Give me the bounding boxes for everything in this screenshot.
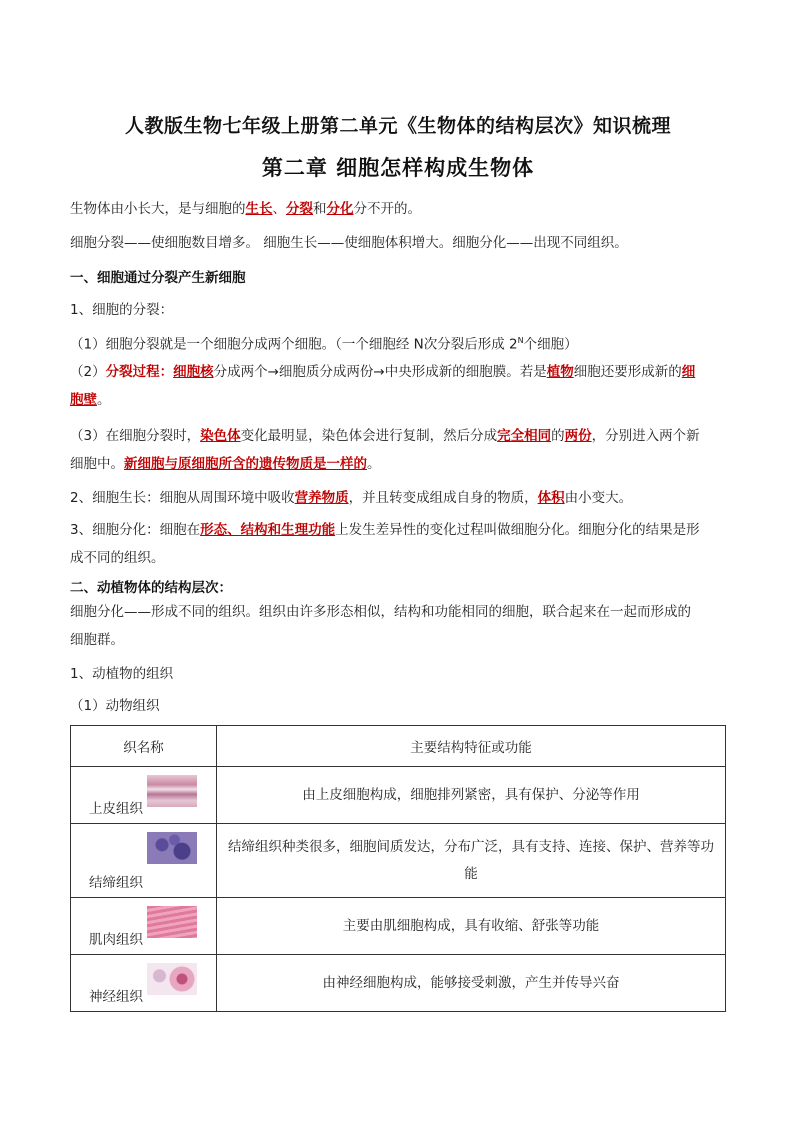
text: 变化最明显，染色体会进行复制，然后分成 [240, 428, 498, 444]
document-title: 人教版生物七年级上册第二单元《生物体的结构层次》知识梳理 [124, 115, 671, 137]
text: 个细胞） [523, 336, 578, 353]
division-item-1 [70, 327, 726, 359]
section-2-sub1: 1、动植物的组织 [70, 666, 174, 682]
keyword: 细胞核 [173, 364, 214, 380]
keyword: 染色体 [200, 428, 241, 444]
division-item-2 [70, 358, 726, 414]
text: 。 [97, 392, 111, 408]
text: （1）细胞分裂就是一个细胞分成两个细胞。（一个细胞经 N次分裂后形成 2 [70, 336, 518, 353]
tissue-name-cell [71, 767, 217, 824]
tissue-name: 结缔组织 [89, 875, 143, 891]
text: 成不同的组织。 [70, 550, 165, 566]
chapter-title: 第二章 细胞怎样构成生物体 [261, 156, 535, 180]
connective-tissue-image [147, 832, 197, 864]
keyword: 营养物质 [294, 490, 349, 506]
keyword: 两份 [564, 428, 592, 444]
nerve-tissue-image [147, 963, 197, 995]
keyword: 胞壁 [70, 392, 97, 408]
table-header-cell: 织名称 [71, 726, 217, 767]
text: 2、细胞生长：细胞从周围环境中吸收 [70, 490, 295, 506]
text: 上发生差异性的变化过程叫做细胞分化。细胞分化的结果是形 [335, 522, 700, 538]
section-1-heading: 一、细胞通过分裂产生新细胞 [70, 270, 246, 286]
text: 生物体由小长大，是与细胞的 [70, 201, 246, 217]
text: 。 [367, 456, 381, 472]
text: （2） [70, 364, 106, 380]
keyword: 分裂过程： [105, 364, 174, 380]
table-row [71, 955, 726, 1012]
text: 分不开的。 [353, 201, 421, 217]
keyword: 分裂 [286, 201, 313, 217]
text: 细胞中。 [70, 456, 124, 472]
text: 细胞还要形成新的 [573, 364, 682, 380]
section-2-heading: 二、动植物体的结构层次： [70, 580, 232, 596]
text: 和 [313, 201, 327, 217]
table-header-cell: 主要结构特征或功能 [217, 726, 726, 767]
tissue-desc: 由上皮细胞构成，细胞排列紧密，具有保护、分泌等作用 [217, 767, 726, 824]
text: 、 [272, 201, 286, 217]
text: 分成两个→细胞质分成两份→中央形成新的细胞膜。若是 [213, 364, 547, 380]
keyword: 体积 [537, 490, 565, 506]
tissue-desc: 主要由肌细胞构成，具有收缩、舒张等功能 [217, 898, 726, 955]
intro-paragraph [70, 195, 726, 223]
differentiation-item [70, 516, 726, 572]
tissue-desc: 由神经细胞构成，能够接受刺激，产生并传导兴奋 [217, 955, 726, 1012]
table-row [71, 767, 726, 824]
keyword: 细 [681, 364, 696, 380]
text: 由小变大。 [564, 490, 633, 506]
growth-item [70, 484, 726, 512]
tissue-name: 上皮组织 [89, 801, 143, 817]
tissue-name: 神经组织 [89, 989, 143, 1005]
tissue-name-cell [71, 955, 217, 1012]
text: 3、细胞分化：细胞在 [70, 522, 201, 538]
keyword: 植物 [546, 364, 574, 380]
tissue-name: 肌肉组织 [89, 932, 143, 948]
keyword: 分化 [326, 201, 354, 217]
section-1-sub: 1、细胞的分裂： [70, 302, 174, 318]
summary-paragraph: 细胞分裂——使细胞数目增多。 细胞生长——使细胞体积增大。细胞分化——出现不同组织。 [70, 235, 628, 251]
superscript: N [517, 336, 524, 345]
animal-tissue-table [70, 725, 726, 1012]
section-2-sub2: （1）动物组织 [70, 698, 160, 714]
division-item-3 [70, 422, 726, 478]
text: ，分别进入两个新 [591, 428, 700, 444]
tissue-name-cell [71, 898, 217, 955]
epithelial-tissue-image [147, 775, 197, 807]
table-row [71, 898, 726, 955]
text: ，并且转变成组成自身的物质， [348, 490, 538, 506]
text: （3）在细胞分裂时， [70, 428, 201, 444]
text: 细胞群。 [70, 632, 124, 648]
muscle-tissue-image [147, 906, 197, 938]
tissue-desc: 结缔组织种类很多，细胞间质发达，分布广泛，具有支持、连接、保护、营养等功能 [217, 824, 726, 898]
keyword: 新细胞与原细胞所含的遗传物质是一样的 [124, 456, 367, 472]
section-2-paragraph [70, 598, 726, 654]
table-row [71, 824, 726, 898]
keyword: 形态、结构和生理功能 [200, 522, 336, 538]
table-header-row [71, 726, 726, 767]
text: 的 [551, 428, 565, 444]
keyword: 生长 [245, 201, 273, 217]
keyword: 完全相同 [497, 428, 552, 444]
tissue-name-cell [71, 824, 217, 898]
text: 细胞分化——形成不同的组织。组织由许多形态相似，结构和功能相同的细胞，联合起来在一起而形成的 [70, 604, 691, 620]
